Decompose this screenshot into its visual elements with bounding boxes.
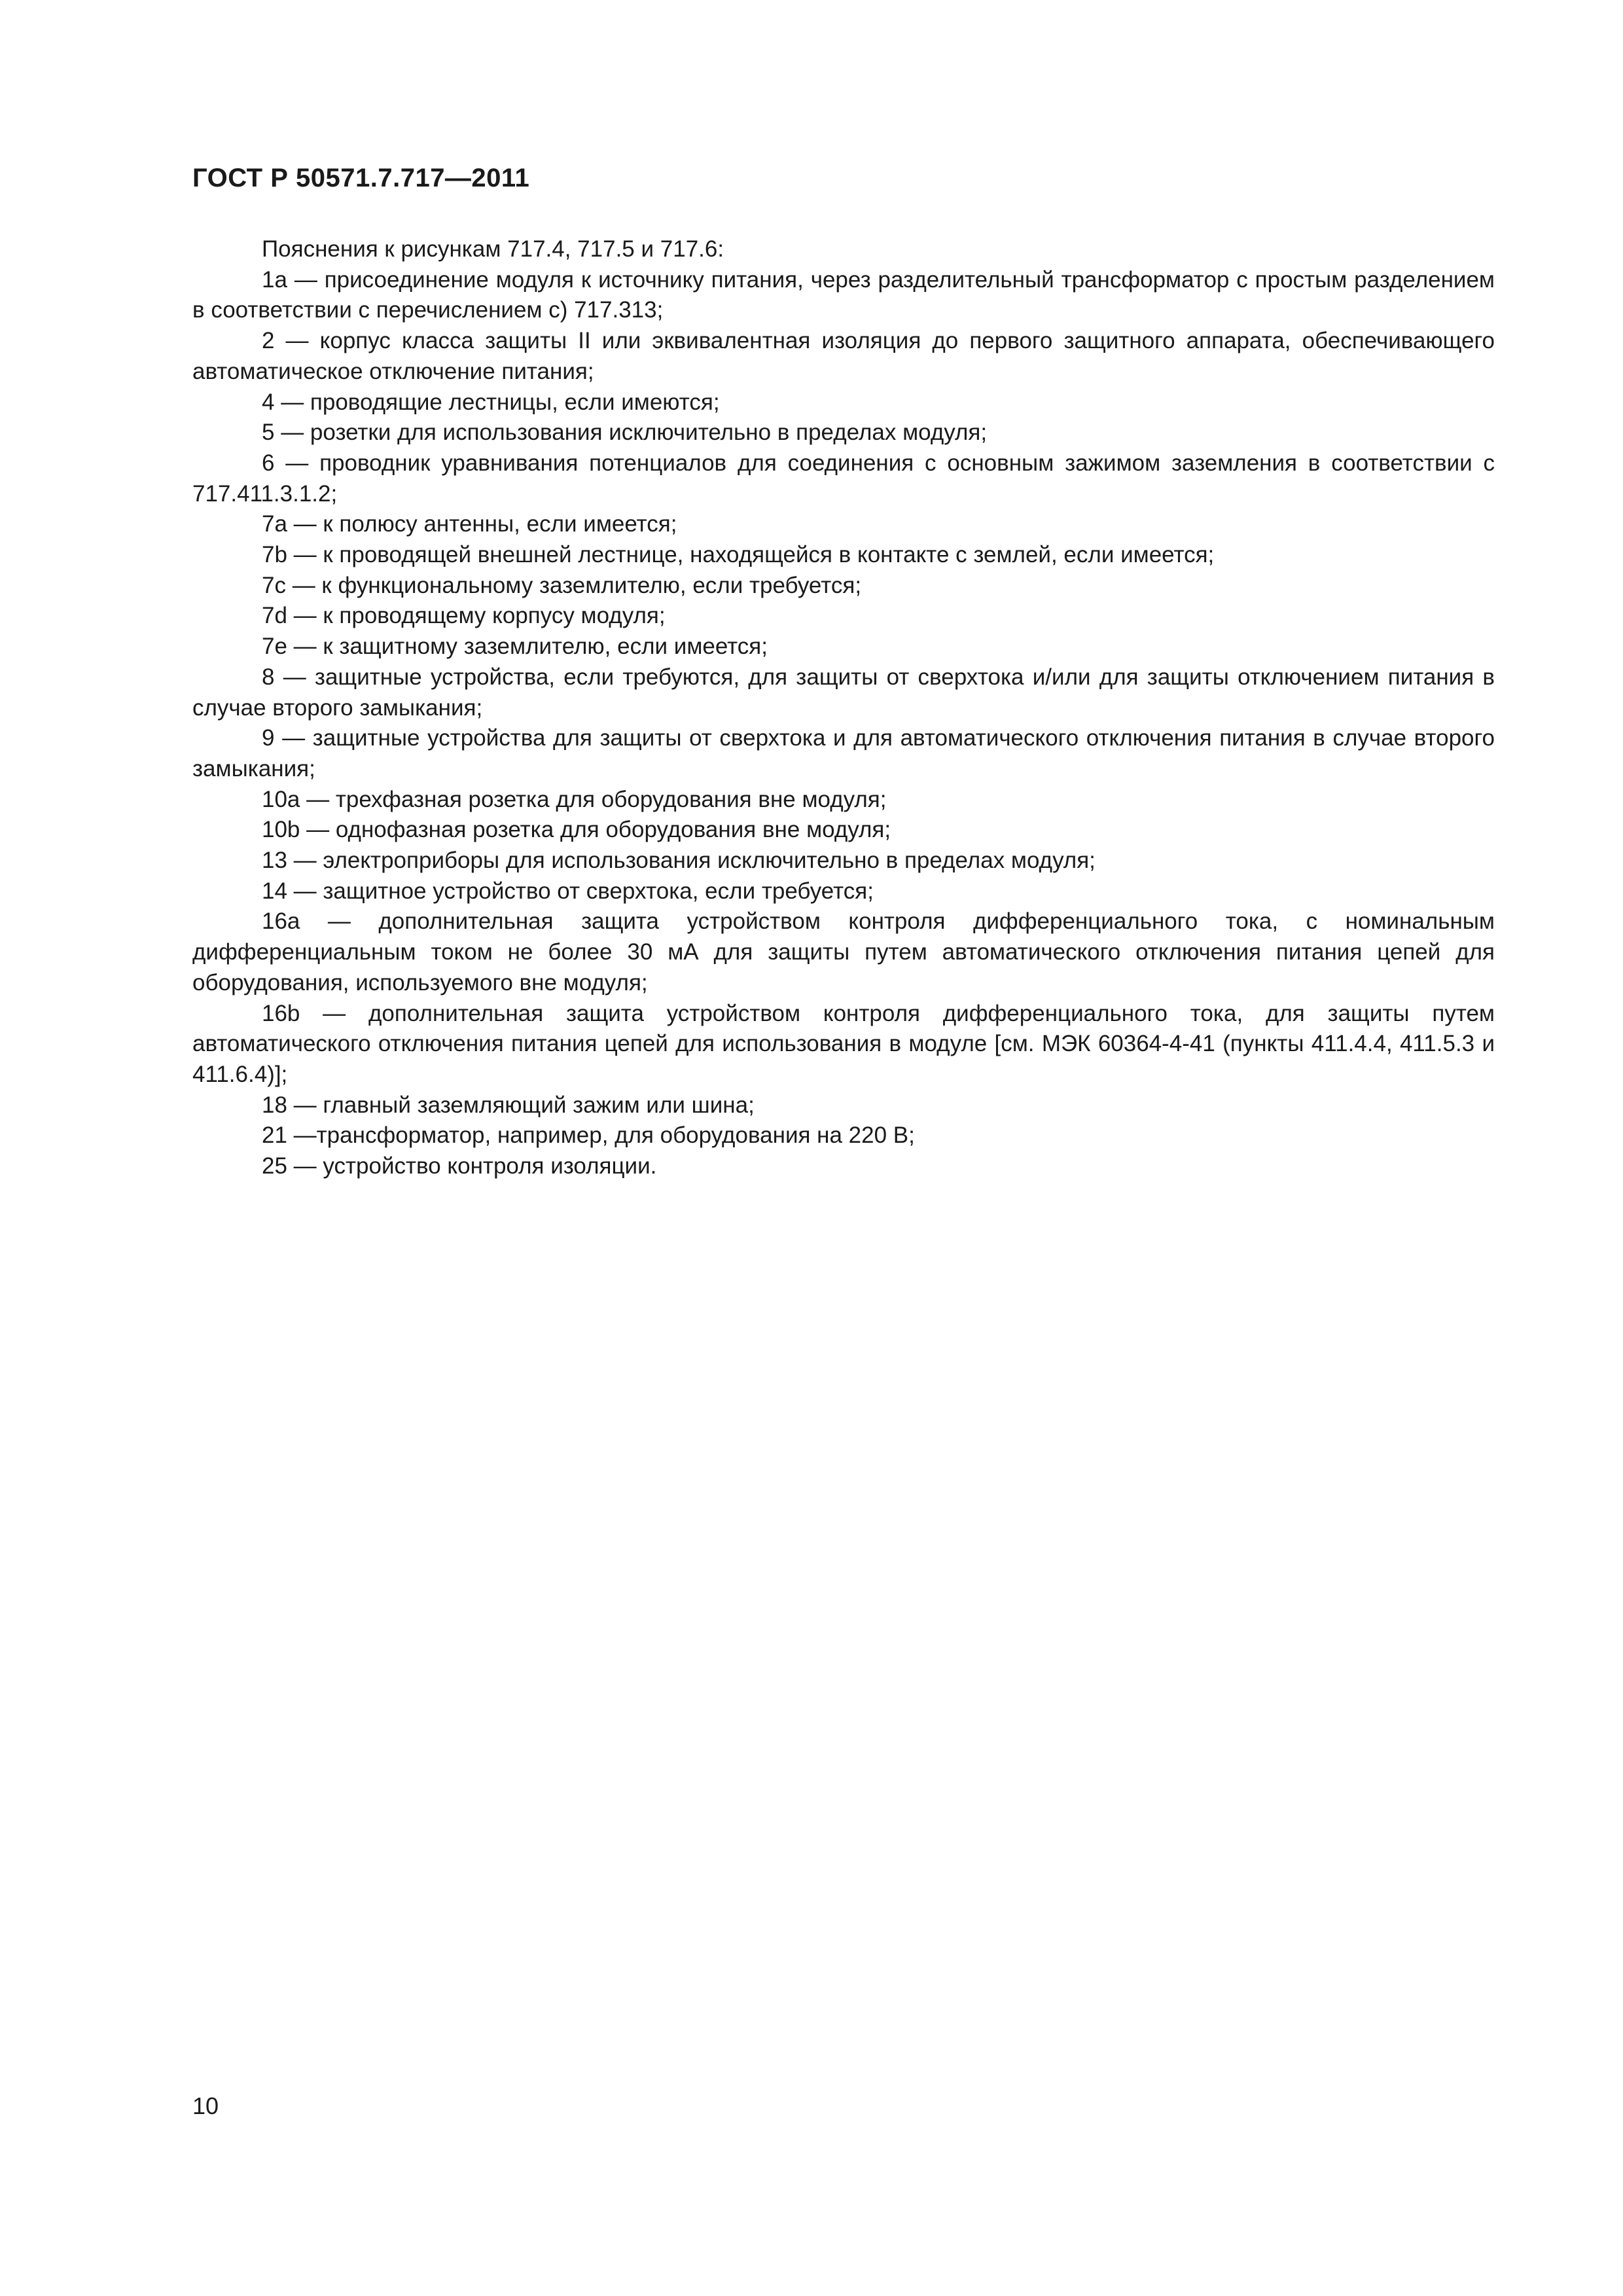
explanations-intro: Пояснения к рисункам 717.4, 717.5 и 717.6: — [262, 236, 724, 262]
explanation-item: 6 — проводник уравнивания потенциалов для соединения с основным зажимом заземления в соответствии с 717.411.3.1.2; — [192, 450, 1495, 507]
figure-explanations — [192, 234, 1495, 1182]
explanation-item: 9 — защитные устройства для защиты от сверхтока и для автоматического отключения питания в случае второго замыкания; — [192, 725, 1495, 781]
explanation-item: 7с — к функциональному заземлителю, если требуется; — [262, 572, 862, 598]
explanation-item: 10а — трехфазная розетка для оборудования вне модуля; — [262, 786, 887, 812]
explanation-item: 2 — корпус класса защиты II или эквивалентная изоляция до первого защитного аппарата, обеспечивающего автоматическое отключение питания; — [192, 328, 1495, 384]
explanation-item: 10b — однофазная розетка для оборудования вне модуля; — [262, 817, 891, 843]
explanation-item: 16а — дополнительная защита устройством контроля дифференциального тока, с номинальным дифференциальным током не более 30 мА для защиты путем автоматического отключения питания цепей для оборудования, используемого вне модуля; — [192, 908, 1495, 996]
standard-header: ГОСТ Р 50571.7.717—2011 — [192, 164, 530, 192]
explanation-item: 8 — защитные устройства, если требуются, для защиты от сверхтока и/или для защиты отключением питания в случае второго замыкания; — [192, 664, 1495, 721]
explanation-item: 16b — дополнительная защита устройством контроля дифференциального тока, для защиты путем автоматического отключения питания цепей для использования в модуле [см. МЭК 60364-4-41 (пункты 411.4.4, 411.5.3 и 411.6.4)]; — [192, 1000, 1495, 1087]
explanation-item: 18 — главный заземляющий зажим или шина; — [262, 1092, 755, 1118]
explanation-item: 13 — электроприборы для использования исключительно в пределах модуля; — [262, 848, 1096, 874]
explanation-item: 25 — устройство контроля изоляции. — [262, 1153, 657, 1179]
explanation-item: 1а — присоединение модуля к источнику питания, через разделительный трансформатор с простым разделением в соответствии с перечислением с) 717.313; — [192, 266, 1495, 323]
explanation-item: 21 —трансформатор, например, для оборудования на 220 В; — [262, 1122, 915, 1149]
explanation-item: 14 — защитное устройство от сверхтока, если требуется; — [262, 878, 874, 904]
explanation-item: 7а — к полюсу антенны, если имеется; — [262, 511, 677, 537]
explanation-item: 5 — розетки для использования исключительно в пределах модуля; — [262, 420, 988, 446]
page-number: 10 — [192, 2092, 219, 2119]
explanation-item: 7b — к проводящей внешней лестнице, находящейся в контакте с землей, если имеется; — [262, 542, 1215, 568]
explanation-item: 4 — проводящие лестницы, если имеются; — [262, 389, 720, 415]
explanation-item: 7е — к защитному заземлителю, если имеется; — [262, 634, 768, 660]
explanation-item: 7d — к проводящему корпусу модуля; — [262, 603, 666, 629]
